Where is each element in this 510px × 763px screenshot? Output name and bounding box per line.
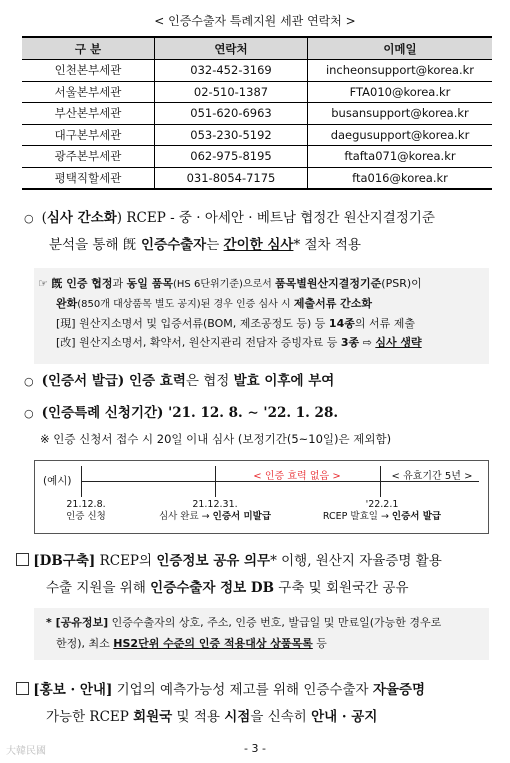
table-header-row (22, 37, 492, 60)
item-review-simplification (24, 205, 494, 259)
date-application (61, 499, 111, 523)
text-bold: 자율증명 (372, 682, 426, 698)
bullet-marker: ○ (24, 407, 34, 420)
text: 등 (312, 637, 327, 650)
date-review-complete (130, 499, 300, 523)
bullet-marker: ○ (24, 212, 34, 225)
text: * 절차 적용 (293, 237, 361, 253)
date-label-bold: 인증서 발급 (391, 511, 442, 522)
timeline-example (34, 460, 489, 534)
timeline-tick (380, 466, 381, 497)
text-bold: 3종 (340, 336, 360, 349)
office-email[interactable]: daegusupport@korea.kr (308, 124, 493, 146)
text-bold: 14종 (328, 317, 355, 330)
text-bold-underline: 심사 생략 (375, 336, 422, 349)
date-label: RCEP 발효일 → (322, 511, 392, 522)
text: 인증수출자의 상호, 주소, 인증 번호, 발급일 및 만료일(가능한 경우로 (108, 616, 442, 629)
arrow-icon: ⇨ (359, 336, 376, 349)
text-bold: 품목별원산지결정기준 (275, 277, 382, 290)
office-name: 대구본부세관 (22, 124, 155, 146)
text: 기업의 예측가능성 제고를 위해 인증수출자 (112, 682, 373, 698)
table-row (22, 60, 492, 82)
table-row (22, 146, 492, 168)
office-name: 광주본부세관 (22, 146, 155, 168)
text: [現] 원산지소명서 및 입증서류(BOM, 제조공정도 등) 등 (56, 317, 329, 330)
text: 수출 지원을 위해 (46, 580, 151, 596)
section-db-build (16, 548, 496, 602)
table-row (22, 167, 492, 189)
bullet-marker: ○ (24, 375, 34, 388)
text: 가능한 RCEP (46, 709, 134, 725)
contacts-table (22, 36, 492, 190)
pointing-hand-icon: ☞ (38, 277, 48, 290)
office-email[interactable]: FTA010@korea.kr (308, 81, 493, 103)
date: '22.2.1 (365, 499, 399, 510)
text: 한정), 최소 (56, 637, 114, 650)
office-email[interactable]: incheonsupport@korea.kr (308, 60, 493, 82)
text-bold: 안내 · 공지 (311, 709, 378, 725)
no-effect-text: < 인증 효력 없음 > (253, 471, 341, 482)
timeline-example-label: (예시) (43, 475, 72, 487)
text-bold: 인증수출자 정보 DB (150, 580, 274, 596)
text: 은 협정 (185, 373, 234, 389)
section-promotion (16, 677, 496, 731)
office-name: 부산본부세관 (22, 103, 155, 125)
text-bold: 인증정보 공유 의무 (156, 553, 271, 569)
text: 및 적용 (172, 709, 225, 725)
office-email[interactable]: fta016@korea.kr (308, 167, 493, 189)
text: (850개 대상품목 별도 공지)된 경우 인증 심사 시 (77, 299, 294, 310)
text: ) RCEP - 중 · 아세안 · 베트남 협정간 원산지결정기준 (116, 210, 435, 226)
text: 는 (206, 237, 224, 253)
office-phone: 062-975-8195 (155, 146, 308, 168)
date-label-bold: 인증서 미발급 (212, 511, 272, 522)
review-note-box (34, 268, 489, 364)
watermark-logo: 大韓民國 (6, 746, 46, 757)
table-caption: < 인증수출자 특례지원 세관 연락처 > (154, 14, 356, 28)
checkbox-square-icon (16, 682, 29, 695)
text: [改] 원산지소명서, 확약서, 원산지관리 전담자 증빙자료 등 (56, 336, 341, 349)
header-division: 구 분 (22, 37, 155, 60)
office-name: 인천본부세관 (22, 60, 155, 82)
text-bold: 완화 (56, 297, 78, 310)
text: 의 서류 제출 (354, 317, 415, 330)
application-note: ※ 인증 신청서 접수 시 20일 이내 심사 (보정기간(5~10일)은 제외함) (40, 432, 392, 446)
date: 21.12.31. (192, 499, 238, 510)
item-application-period (24, 400, 494, 427)
text-bold: 제출서류 간소화 (293, 297, 373, 310)
text: (PSR)이 (381, 277, 422, 290)
office-phone: 032-452-3169 (155, 60, 308, 82)
text: 분석을 통해 (49, 237, 123, 253)
table-row (22, 124, 492, 146)
item-certificate-issuance (24, 368, 494, 395)
text: 구축 및 회원국간 공유 (273, 580, 409, 596)
text-bold: 동일 품목 (126, 277, 174, 290)
text: 을 신속히 (250, 709, 312, 725)
text: RCEP의 (95, 553, 157, 569)
text-bold: (인증특례 신청기간) (41, 405, 169, 421)
office-phone: 051-620-6963 (155, 103, 308, 125)
office-email[interactable]: ftafta071@korea.kr (308, 146, 493, 168)
text-bold-underline: 간이한 심사 (223, 237, 294, 253)
text: 旣 (122, 237, 137, 253)
office-phone: 053-230-5192 (155, 124, 308, 146)
text-bold: 인증수출자 (136, 237, 207, 253)
timeline-tick (81, 466, 82, 497)
text: 과 (112, 277, 127, 290)
text-bold: '21. 12. 8. ∼ '22. 1. 28. (168, 405, 339, 421)
table-row (22, 81, 492, 103)
no-effect-label (215, 467, 379, 482)
text-bold: (인증서 발급) (41, 373, 129, 389)
text: ( (41, 210, 47, 226)
validity-label: < 유효기간 5년 > (391, 471, 473, 482)
date-label: 인증 신청 (66, 511, 106, 522)
text-bold-underline: HS2단위 수준의 인증 적용대상 상품목록 (113, 637, 313, 650)
text-bold: 회원국 (133, 709, 173, 725)
text: (HS 6단위기준)으로서 (173, 279, 276, 290)
office-name: 평택직할세관 (22, 167, 155, 189)
date-rcep-effective (297, 499, 467, 523)
text-bold: 심사 간소화 (46, 210, 117, 226)
office-phone: 02-510-1387 (155, 81, 308, 103)
checkbox-square-icon (16, 553, 29, 566)
text-bold: 발효 이후에 부여 (233, 373, 335, 389)
text-bold: 旣 인증 협정 (51, 277, 113, 290)
date: 21.12.8. (66, 499, 106, 510)
text-bold: 인증 효력 (129, 373, 186, 389)
office-name: 서울본부세관 (22, 81, 155, 103)
table-row (22, 103, 492, 125)
section-tag: [홍보 · 안내] (33, 682, 113, 698)
header-phone: 연락처 (155, 37, 308, 60)
header-email: 이메일 (308, 37, 493, 60)
share-info-box (34, 608, 489, 660)
date-label: 심사 완료 → (158, 511, 213, 522)
text: * 이행, 원산지 자율증명 활용 (270, 553, 442, 569)
section-tag: [DB구축] (33, 553, 96, 569)
text-bold: * [공유정보] (46, 616, 109, 629)
page-number: - 3 - (244, 742, 266, 755)
office-email[interactable]: busansupport@korea.kr (308, 103, 493, 125)
text-bold: 시점 (224, 709, 251, 725)
office-phone: 031-8054-7175 (155, 167, 308, 189)
